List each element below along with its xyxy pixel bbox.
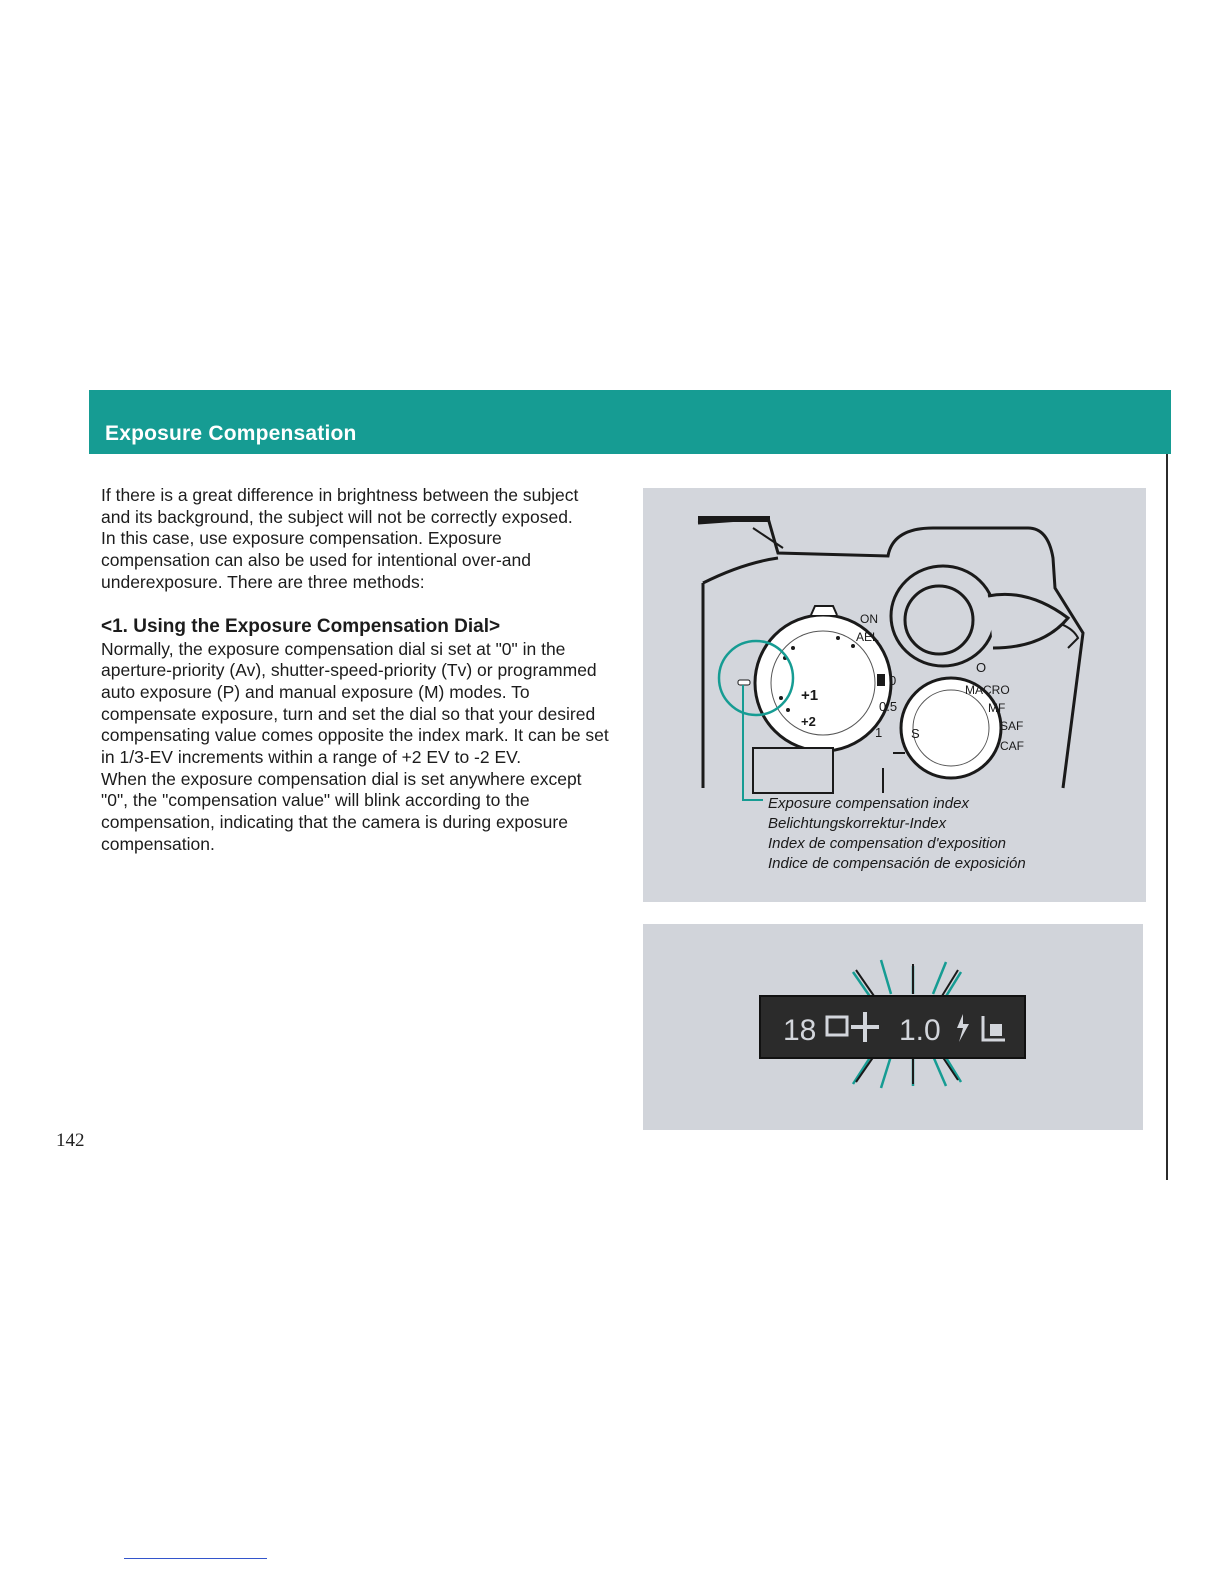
section-header xyxy=(89,390,1171,454)
method-paragraph-2: When the exposure compensation dial is set anywhere except "0", the "compensation value" will blink according to the compensation, indicating that the camera is during exposure compensation. xyxy=(101,768,582,854)
viewfinder-display-figure xyxy=(643,924,1143,1130)
figure-caption xyxy=(768,794,1026,874)
camera-dial-figure xyxy=(643,488,1146,902)
label-caf: CAF xyxy=(1000,739,1024,753)
label-zero: 0 xyxy=(889,673,897,688)
section-title: Exposure Compensation xyxy=(105,422,357,445)
label-one: 1 xyxy=(875,725,883,740)
caption-fr: Index de compensation d'exposition xyxy=(768,835,1007,852)
body-text xyxy=(101,485,611,856)
label-mf: MF xyxy=(988,701,1006,715)
method-heading: <1. Using the Exposure Compensation Dial> xyxy=(101,615,501,637)
lcd-shutter-digits: 18 xyxy=(783,1014,817,1047)
dial-label-plus1: +1 xyxy=(801,687,819,704)
caption-de: Belichtungskorrektur-Index xyxy=(768,815,947,832)
label-o: O xyxy=(976,660,987,675)
knurl-strip xyxy=(698,516,770,522)
intro-paragraph-2: In this case, use exposure compensation. Exposure compensation can also be used for intentional over-and underexposure. There are three methods: xyxy=(101,528,531,592)
label-half: 0.5 xyxy=(879,699,898,714)
method-paragraph-1: Normally, the exposure compensation dial si set at "0" in the aperture-priority (Av), shutter-speed-priority (Tv) or programmed auto exposure (P) and manual exposure (M) modes. To compensate exposure, turn and set the dial so that your desired compensating value comes opposite the index mark. It can be set in 1/3-EV increments within a range of +2 EV to -2 EV. xyxy=(101,638,609,768)
label-s: S xyxy=(911,726,920,741)
lcd-compensation-value: 1.0 xyxy=(899,1014,941,1047)
dial-label-plus2: +2 xyxy=(801,714,816,729)
caption-es: Indice de compensación de exposición xyxy=(768,855,1026,872)
label-ael: AEL xyxy=(856,630,879,644)
label-saf: SAF xyxy=(1000,719,1024,733)
label-on: ON xyxy=(860,612,878,626)
page-edge-rule xyxy=(1166,454,1168,1180)
intro-paragraph-1: If there is a great difference in brightness between the subject and its background, the subject will not be correctly exposed. xyxy=(101,485,579,527)
compensation-dial xyxy=(755,606,891,751)
shutter-button xyxy=(891,566,1068,666)
lcd-illustration xyxy=(643,924,1143,1130)
index-mark xyxy=(738,680,750,685)
footer-rule xyxy=(124,1558,267,1559)
label-macro: MACRO xyxy=(965,683,1010,697)
caption-en: Exposure compensation index xyxy=(768,795,969,812)
page-number: 142 xyxy=(56,1130,85,1151)
